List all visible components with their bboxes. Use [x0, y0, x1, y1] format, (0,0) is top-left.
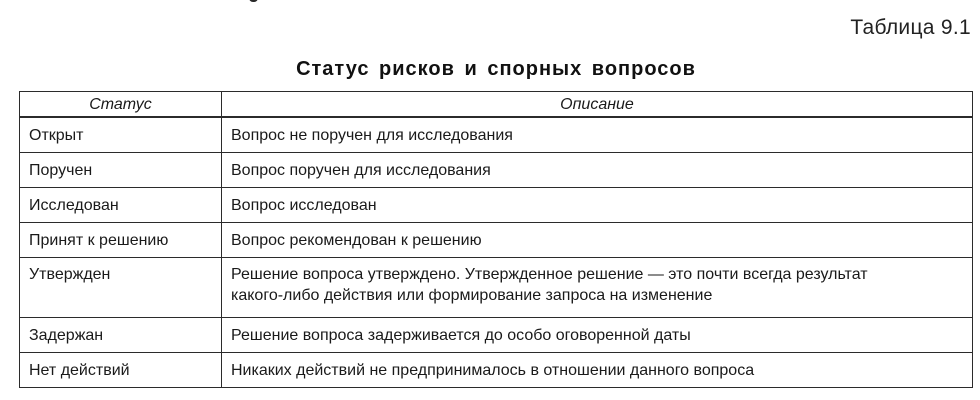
status-cell: Поручен	[20, 152, 222, 187]
status-cell: Утвержден	[20, 257, 222, 317]
table-row	[20, 222, 973, 257]
table-row	[20, 117, 973, 153]
status-cell: Открыт	[20, 117, 222, 153]
table-number: Таблица 9.1	[850, 16, 971, 39]
description-cell: Вопрос исследован	[222, 187, 973, 222]
table-row	[20, 257, 973, 317]
description-cell	[222, 257, 973, 317]
page-top-mark	[249, 0, 258, 2]
status-cell: Нет действий	[20, 352, 222, 387]
table-title: Статус рисков и спорных вопросов	[296, 58, 696, 80]
description-line: Решение вопроса утверждено. Утвержденное решение — это почти всегда результат	[231, 265, 868, 283]
description-cell: Решение вопроса задерживается до особо оговоренной даты	[222, 317, 973, 352]
table-row	[20, 317, 973, 352]
status-table	[19, 91, 973, 388]
description-cell: Никаких действий не предпринималось в отношении данного вопроса	[222, 352, 973, 387]
status-cell: Исследован	[20, 187, 222, 222]
column-header-status: Статус	[20, 92, 222, 117]
description-cell: Вопрос рекомендован к решению	[222, 222, 973, 257]
status-cell: Задержан	[20, 317, 222, 352]
table-row	[20, 352, 973, 387]
table-row	[20, 152, 973, 187]
table-row	[20, 187, 973, 222]
description-line: какого-либо действия или формирование запроса на изменение	[231, 286, 713, 304]
status-cell: Принят к решению	[20, 222, 222, 257]
table-header-row	[20, 92, 973, 117]
description-cell: Вопрос не поручен для исследования	[222, 117, 973, 153]
description-cell: Вопрос поручен для исследования	[222, 152, 973, 187]
column-header-description: Описание	[222, 92, 973, 117]
